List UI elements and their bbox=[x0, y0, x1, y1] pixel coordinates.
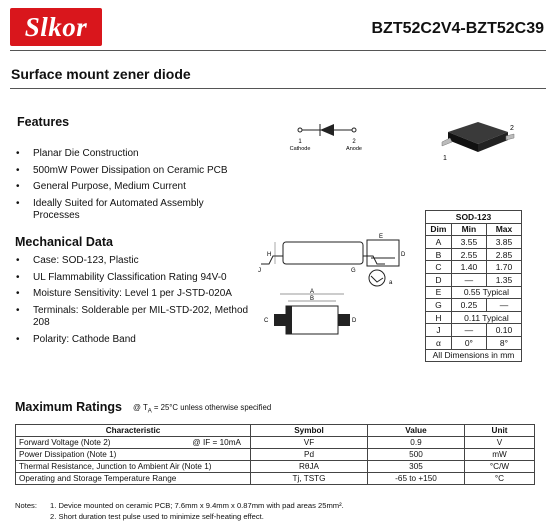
list-item: • Moisture Sensitivity: Level 1 per J-STD-020A bbox=[14, 288, 249, 301]
list-item: • UL Flammability Classification Rating 94V-0 bbox=[14, 272, 249, 285]
unit-cell: °C/W bbox=[465, 461, 535, 473]
table-row bbox=[426, 236, 522, 249]
characteristic-cell: Thermal Resistance, Junction to Ambient Air (Note 1) bbox=[16, 461, 251, 473]
dim-label-j: J bbox=[258, 268, 261, 274]
dim-cell: G bbox=[426, 299, 452, 312]
notes-label: Notes: bbox=[15, 501, 37, 510]
symbol-cell: VF bbox=[251, 437, 368, 449]
note-item: 1. Device mounted on ceramic PCB; 7.6mm x 9.4mm x 0.87mm with pad areas 25mm². bbox=[50, 501, 344, 510]
dim-cell: 0° bbox=[451, 336, 486, 349]
features-heading: Features bbox=[17, 115, 70, 129]
table-row bbox=[16, 449, 535, 461]
top-dim-label-b: B bbox=[310, 296, 315, 302]
unit-cell: °C bbox=[465, 473, 535, 485]
package-3d-illustration bbox=[438, 118, 518, 168]
dim-label-g: G bbox=[351, 268, 356, 274]
list-item: • Ideally Suited for Automated Assembly Processes bbox=[14, 198, 244, 223]
dim-cell: 0.11 Typical bbox=[451, 311, 521, 324]
value-cell: -65 to +150 bbox=[368, 473, 465, 485]
table-row bbox=[426, 324, 522, 337]
dim-cell: — bbox=[451, 324, 486, 337]
ratings-header: Value bbox=[368, 425, 465, 437]
diode-symbol bbox=[282, 118, 372, 158]
dimensions-footer: All Dimensions in mm bbox=[426, 349, 522, 362]
dim-label-d: D bbox=[401, 252, 406, 258]
anode-label: Anode bbox=[346, 146, 362, 152]
dimensions-header: Min bbox=[451, 223, 486, 236]
cathode-pin-number: 1 bbox=[298, 139, 302, 145]
list-item: • 500mW Power Dissipation on Ceramic PCB bbox=[14, 165, 244, 178]
unit-cell: V bbox=[465, 437, 535, 449]
value-cell: 0.9 bbox=[368, 437, 465, 449]
part-number: BZT52C2V4-BZT52C39 bbox=[371, 20, 544, 37]
dim-cell: D bbox=[426, 273, 452, 286]
dim-cell: 0.10 bbox=[486, 324, 521, 337]
mechanical-list bbox=[14, 255, 249, 350]
dimensions-header: Max bbox=[486, 223, 521, 236]
dim-label-e: E bbox=[379, 234, 384, 240]
test-condition: @ IF = 10mA bbox=[192, 438, 241, 447]
table-row bbox=[426, 273, 522, 286]
condition-text: = 25°C unless otherwise specified bbox=[151, 403, 272, 412]
top-dim-label-a: A bbox=[310, 289, 315, 295]
dim-label-alpha: a bbox=[389, 280, 393, 286]
ratings-header: Symbol bbox=[251, 425, 368, 437]
dim-cell: J bbox=[426, 324, 452, 337]
unit-cell: mW bbox=[465, 449, 535, 461]
table-row bbox=[426, 286, 522, 299]
table-row bbox=[16, 473, 535, 485]
symbol-cell: RθJA bbox=[251, 461, 368, 473]
ratings-table bbox=[15, 424, 535, 485]
mechanical-heading: Mechanical Data bbox=[15, 235, 113, 249]
list-item: • Terminals: Solderable per MIL-STD-202, Method 208 bbox=[14, 305, 249, 330]
value-cell: 500 bbox=[368, 449, 465, 461]
dim-cell: 0.55 Typical bbox=[451, 286, 521, 299]
cathode-label: Cathode bbox=[289, 146, 311, 152]
page-subtitle: Surface mount zener diode bbox=[11, 66, 191, 82]
dimensions-table bbox=[425, 210, 522, 362]
dimensions-header: Dim bbox=[426, 223, 452, 236]
dim-cell: A bbox=[426, 236, 452, 249]
dim-cell: 0.25 bbox=[451, 299, 486, 312]
value-cell: 305 bbox=[368, 461, 465, 473]
characteristic-text: Forward Voltage (Note 2) bbox=[19, 438, 111, 447]
characteristic-cell: Power Dissipation (Note 1) bbox=[16, 449, 251, 461]
list-item: • Planar Die Construction bbox=[14, 148, 244, 161]
dim-cell: 1.35 bbox=[486, 273, 521, 286]
ratings-header: Unit bbox=[465, 425, 535, 437]
top-dim-label-c: C bbox=[264, 318, 269, 324]
dim-cell: — bbox=[451, 273, 486, 286]
header-divider bbox=[10, 50, 546, 51]
list-item: • Case: SOD-123, Plastic bbox=[14, 255, 249, 268]
dim-cell: 1.70 bbox=[486, 261, 521, 274]
dim-cell: 1.40 bbox=[451, 261, 486, 274]
table-row bbox=[16, 437, 535, 449]
table-row bbox=[426, 261, 522, 274]
table-row bbox=[426, 299, 522, 312]
package-side-view-drawing bbox=[255, 228, 415, 288]
condition-prefix: @ T bbox=[133, 403, 148, 412]
dim-cell: H bbox=[426, 311, 452, 324]
package-pin2-label: 2 bbox=[510, 125, 514, 132]
dim-cell: 3.55 bbox=[451, 236, 486, 249]
dim-cell: 8° bbox=[486, 336, 521, 349]
ratings-condition bbox=[133, 403, 271, 415]
dim-cell: 3.85 bbox=[486, 236, 521, 249]
table-row bbox=[426, 248, 522, 261]
package-top-view-drawing bbox=[262, 288, 362, 352]
list-item: • Polarity: Cathode Band bbox=[14, 334, 249, 347]
dim-cell: 2.85 bbox=[486, 248, 521, 261]
characteristic-cell: Operating and Storage Temperature Range bbox=[16, 473, 251, 485]
condition-subscript: A bbox=[147, 408, 152, 415]
anode-pin-number: 2 bbox=[352, 139, 356, 145]
ratings-header: Characteristic bbox=[16, 425, 251, 437]
table-row bbox=[426, 336, 522, 349]
top-dim-label-d: D bbox=[352, 318, 357, 324]
ratings-heading: Maximum Ratings bbox=[15, 400, 122, 414]
dim-cell: E bbox=[426, 286, 452, 299]
list-item: • General Purpose, Medium Current bbox=[14, 181, 244, 194]
subtitle-divider bbox=[10, 88, 546, 89]
brand-logo: Slkor bbox=[10, 8, 102, 46]
dim-cell: α bbox=[426, 336, 452, 349]
dim-label-h: H bbox=[267, 252, 272, 258]
dim-cell: — bbox=[486, 299, 521, 312]
table-row bbox=[426, 311, 522, 324]
note-item: 2. Short duration test pulse used to minimize self-heating effect. bbox=[50, 512, 264, 521]
symbol-cell: Tj, TSTG bbox=[251, 473, 368, 485]
dim-cell: 2.55 bbox=[451, 248, 486, 261]
package-pin1-label: 1 bbox=[443, 155, 447, 162]
notes-list bbox=[50, 500, 344, 522]
dim-cell: C bbox=[426, 261, 452, 274]
symbol-cell: Pd bbox=[251, 449, 368, 461]
dimensions-package-name: SOD-123 bbox=[426, 211, 522, 224]
characteristic-cell bbox=[16, 437, 251, 449]
features-list bbox=[14, 148, 244, 227]
dim-cell: B bbox=[426, 248, 452, 261]
table-row bbox=[16, 461, 535, 473]
